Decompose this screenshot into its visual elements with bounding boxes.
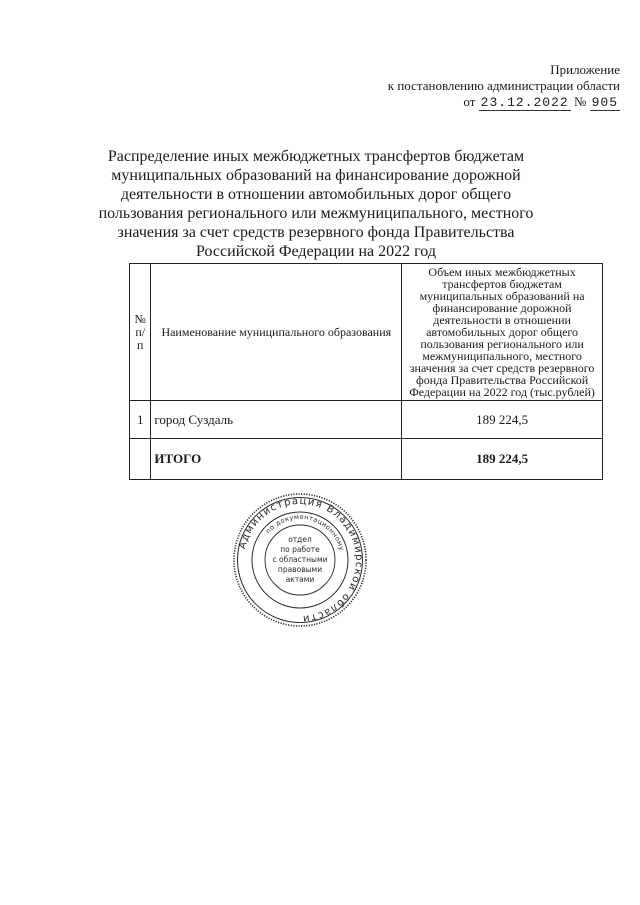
table-header-row [130, 264, 603, 401]
total-number-cell [130, 439, 151, 480]
stamp-outer-text: Администрация Владимирской области [237, 495, 365, 625]
row-number: 1 [130, 401, 151, 439]
resolution-date: 23.12.2022 [480, 95, 569, 110]
distribution-table [129, 263, 603, 480]
number-prefix: № [573, 94, 587, 109]
table-total-row [130, 439, 603, 480]
stamp-center-line: отдел [288, 535, 312, 544]
total-label: ИТОГО [151, 439, 402, 480]
stamp-center-line: по работе [280, 545, 320, 554]
appendix-title: Приложение [550, 62, 620, 77]
header-municipality: Наименование муниципального образования [151, 264, 402, 401]
stamp-inner-text: по документационному [263, 512, 346, 552]
row-amount: 189 224,5 [402, 401, 603, 439]
document-title: Распределение иных межбюджетных трансфертов бюджетам муниципальных образований на финансирование дорожной деятельности в отношении автомобильных дорог общего пользования регионального или межмуниципального, местного значения за счет средств резервного фонда Правительства Российской Федерации на 2022 год [98, 148, 534, 260]
resolution-number: 905 [591, 95, 618, 110]
appendix-block [388, 62, 620, 111]
official-stamp [232, 492, 368, 628]
total-amount: 189 224,5 [402, 439, 603, 480]
stamp-center-line: актами [285, 575, 315, 584]
appendix-date-number [388, 94, 620, 111]
stamp-center-line: правовыми [277, 565, 323, 574]
date-prefix: от [463, 94, 476, 109]
header-amount: Объем иных межбюджетных трансфертов бюджетам муниципальных образований на финансирование дорожной деятельности в отношении автомобильных дорог общего пользования регионального или межмуниципального, местного значения за счет средств резервного фонда Правительства Российской Федерации на 2022 год (тыс.рублей) [402, 264, 603, 401]
header-number: № п/п [130, 264, 151, 401]
row-municipality: город Суздаль [151, 401, 402, 439]
appendix-reference: к постановлению администрации области [387, 78, 620, 93]
table-row [130, 401, 603, 439]
stamp-center-line: с областными [272, 555, 328, 564]
